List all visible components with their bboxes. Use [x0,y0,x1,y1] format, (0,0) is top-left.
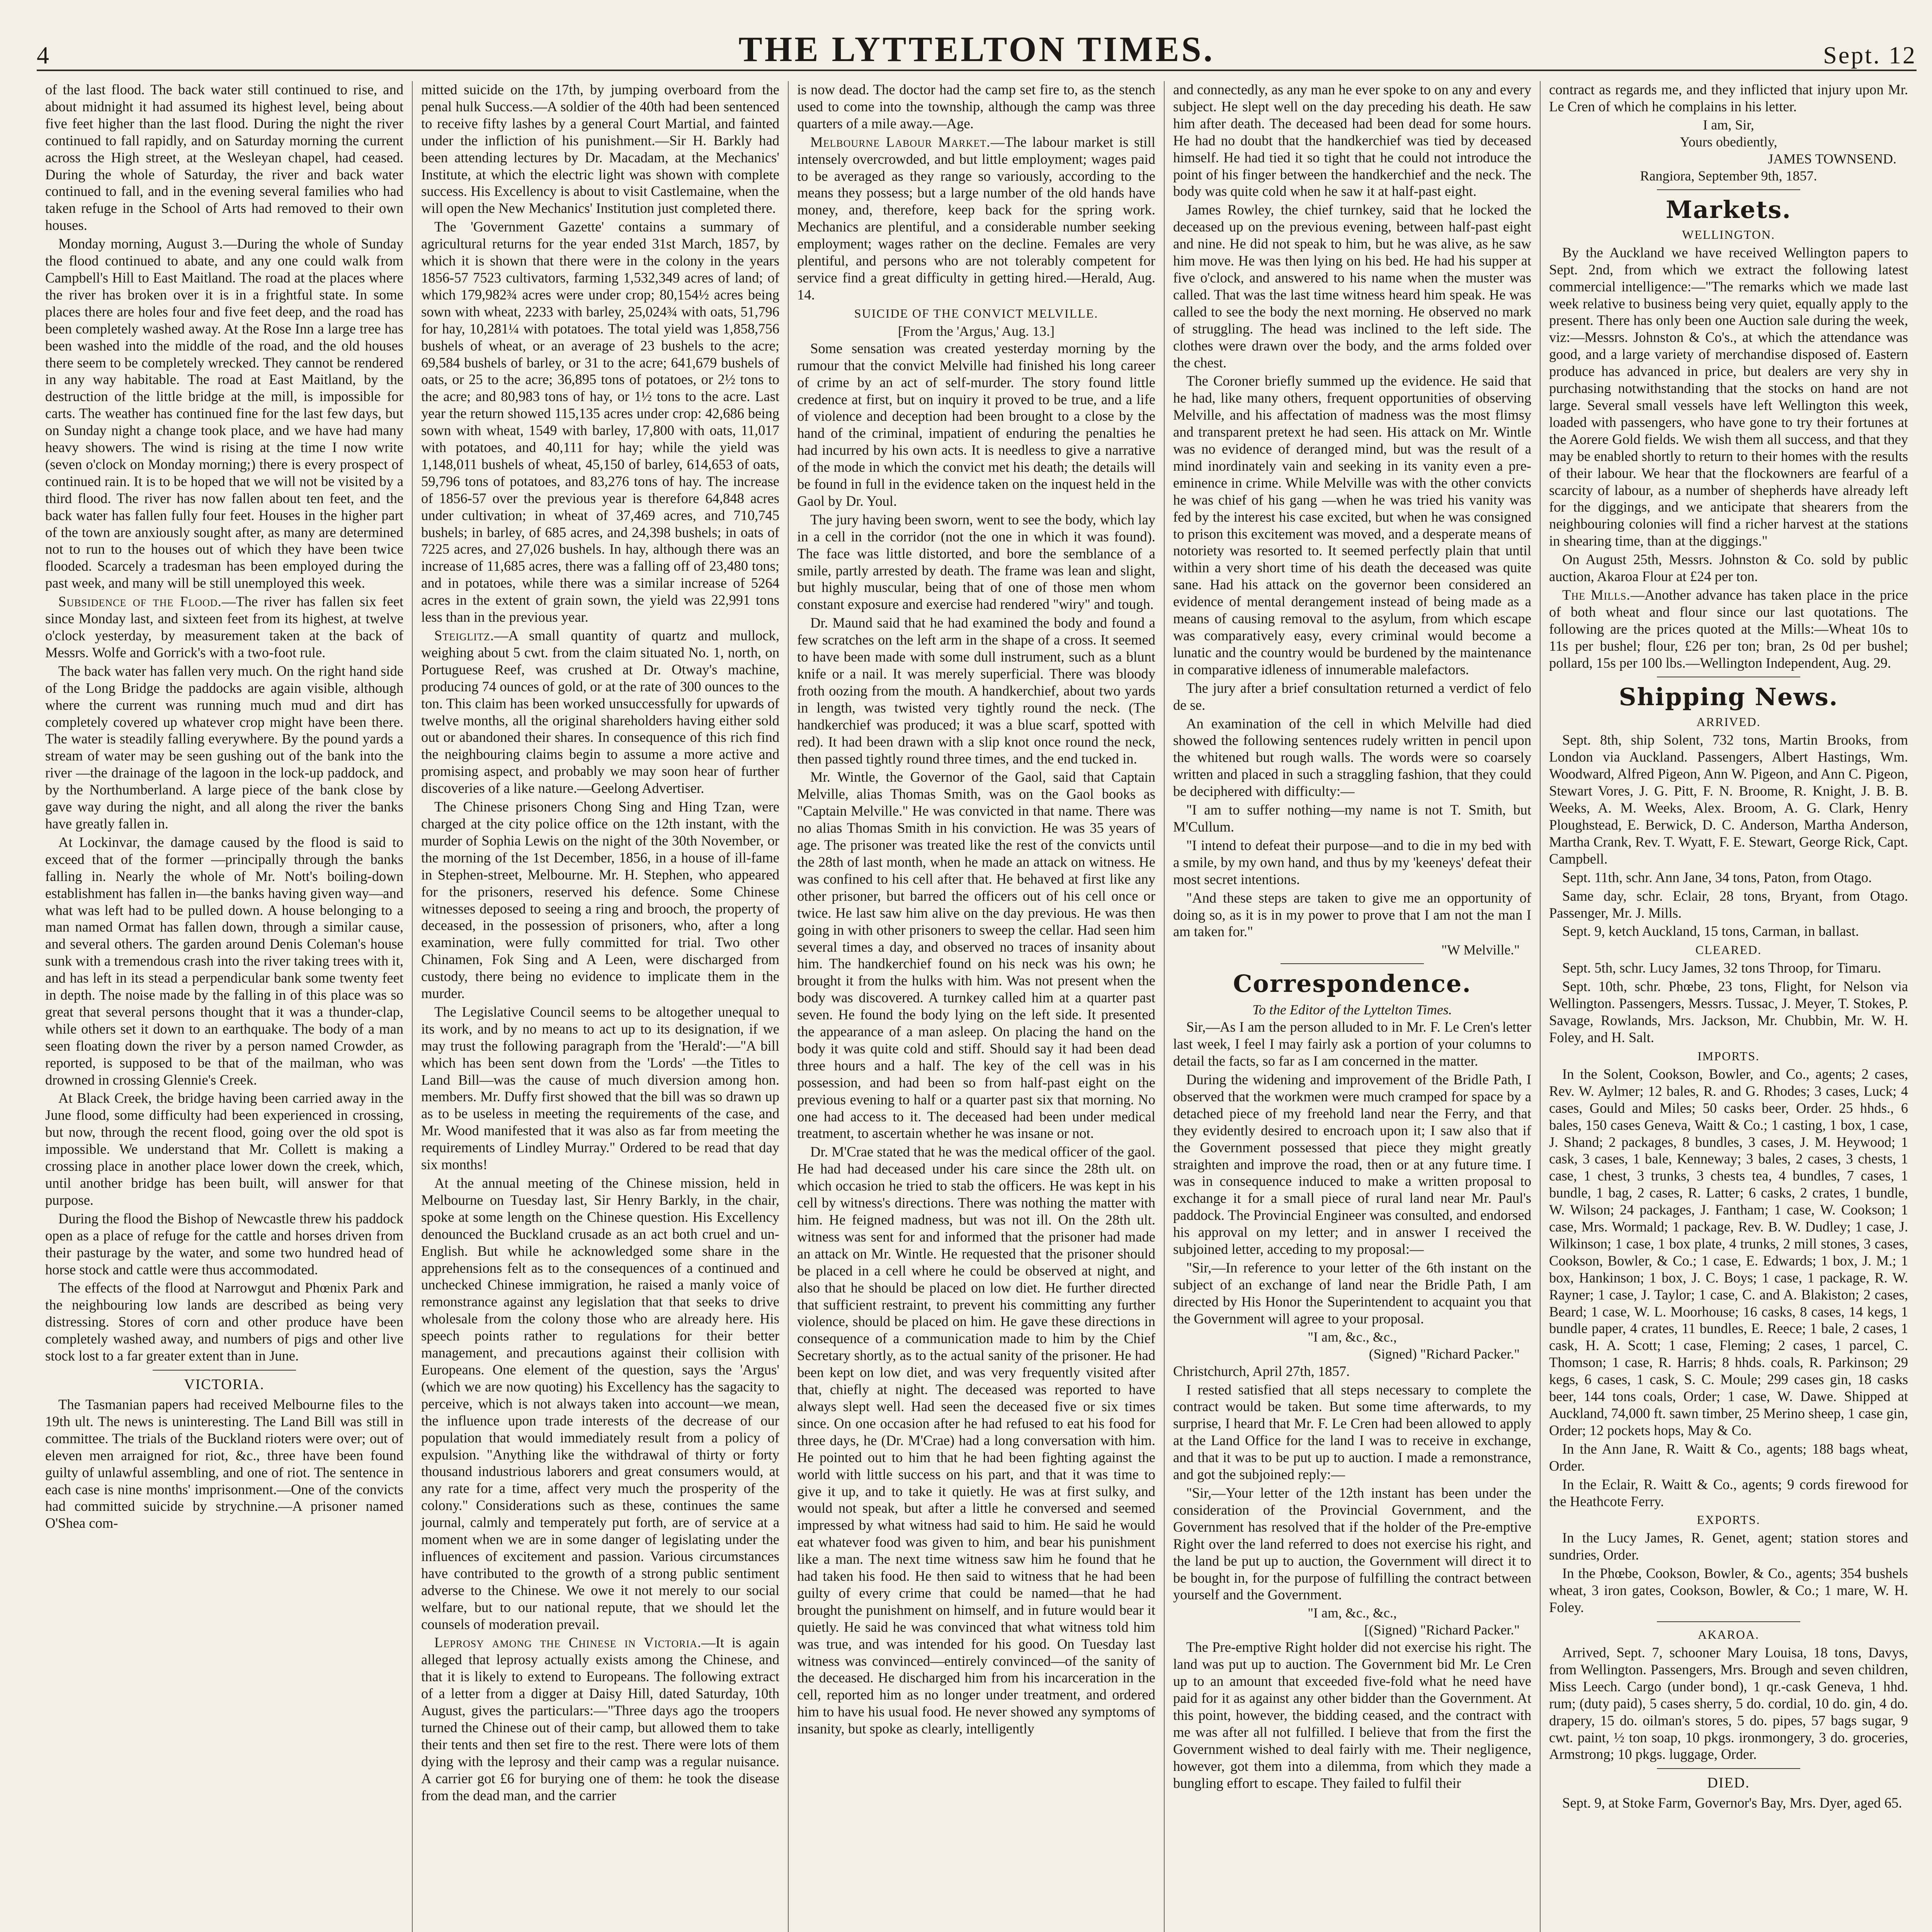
article-paragraph [421,1634,779,1804]
paragraph-heading: Subsidence of the Flood. [58,594,222,610]
article-paragraph: The Tasmanian papers had received Melbourne files to the 19th ult. The news is uninteresting. The Land Bill was still in committee. The trials of the Buckland rioters were over; out of eleven men arraigned for riot, &c., three have been found guilty of unlawful assembling, and one of riot. The sentence in each case is nine months' imprisonment.—One of the convicts had committed suicide by strychnine.—A prisoner named O'Shea com- [45,1396,403,1531]
column-3 [789,81,1165,1932]
paragraph-text: —The river has fallen six feet since Monday last, and sixteen feet from its highest, at twelve o'clock yesterday, by measurement taken at the back of Messrs. Wolfe and Gorrick's with a two-foot rule. [45,594,403,660]
shipping-entry: Arrived, Sept. 7, schooner Mary Louisa, 18 tons, Davys, from Wellington. Passengers, Mrs. Brough and seven children, Miss Leech. Cargo (under bond), 1 qr.-cask Geneva, 1 hhd. rum; (duty paid), 5 cases sherry, 5 do. cordial, 10 do. gin, 4 do. drapery, 15 do. oilman's stores, 5 do. pipes, 57 bags sugar, 9 cwt. paint, ½ ton soap, 10 pkgs. ironmongery, 3 do. groceries, Armstrong; 10 pkgs. luggage, Order. [1549,1644,1908,1762]
article-paragraph: "And these steps are taken to give me an opportunity of doing so, as it is in my power to prove that I am not the man I am taken for." [1173,889,1531,940]
column-4 [1165,81,1541,1932]
article-paragraph: At the annual meeting of the Chinese mission, held in Melbourne on Tuesday last, Sir Henry Barkly, in the chair, spoke at some length on the Chinese question. His Excellency denounced the Buckland crusade as an act both cruel and un-English. But while he acknowledged some share in the apprehensions felt as to the consequences of a continued and unchecked Chinese immigration, he raised a manly voice of remonstrance against any legislation that that seeks to drive wholesale from the colony those who are already here. His speech points rather to regulations for their better management, and precautions against their collision with Europeans. One element of the question, says the 'Argus' (which we are now quoting) his Excellency has the sagacity to perceive, which is not always taken into account—we mean, the influence upon trade interests of the decrease of our population that would immediately result from a policy of expulsion. "Anything like the withdrawal of thirty or forty thousand industrious laborers and great consumers would, at any rate for a time, affect very much the prosperity of the colony." Considerations such as these, continues the same journal, calmly and temperately put forth, are of service at a moment when we are in some danger of legislating under the influences of excitement and passion. Various circumstances have contributed to the growth of a strong public sentiment adverse to the Chinese. We owe it not merely to our social welfare, but to our national repute, that we should let the counsels of moderation prevail. [421,1175,779,1632]
paragraph-heading: Melbourne Labour Market. [810,134,991,150]
subheading-imports: IMPORTS. [1697,1049,1760,1063]
article-paragraph: At Black Creek, the bridge having been carried away in the June flood, some difficulty had been experienced in crossing, but now, through the recent flood, going over the old spot is impossible. We understand that Mr. Collett is making a crossing place in another place lower down the creek, which, until another bridge has been built, will answer for that purpose. [45,1090,403,1208]
article-paragraph: The jury after a brief consultation returned a verdict of felo de se. [1173,680,1531,713]
article-paragraph: An examination of the cell in which Melville had died showed the following sentences rudely written in pencil upon the whitened but rough walls. The words were so coarsely written and placed in such a straggling fashion, that they could be deciphered with difficulty:— [1173,715,1531,799]
article-paragraph: During the widening and improvement of the Bridle Path, I observed that the workmen were much cramped for space by a detached piece of my freehold land near the Ferry, and that they evidently desired to encroach upon it; I saw also that if the Government possessed that piece they might greatly straighten and improve the road, then or at any future time. I was in consequence induced to make a written proposal to exchange it for a small piece of rural land near Mr. Paul's paddock. The Provincial Engineer was consulted, and endorsed his approval on my letter; and in answer I received the subjoined letter, acceding to my proposal:— [1173,1071,1531,1257]
article-paragraph [1549,587,1908,672]
article-paragraph [797,134,1155,303]
letter-close: "I am, &c., &c., [1308,1605,1397,1621]
article-paragraph: "Sir,—In reference to your letter of the 6th instant on the subject of an exchange of land near the Bridle Path, I am directed by His Honor the Superintendent to acquaint you that the Government will agree to your proposal. [1173,1260,1531,1327]
signature: [(Signed) "Richard Packer." [1364,1622,1520,1638]
article-paragraph: "I intend to defeat their purpose—and to die in my bed with a smile, by my own hand, and thus by my 'keeneys' defeat their most secret intentions. [1173,837,1531,887]
shipping-entry: Sept. 8th, ship Solent, 732 tons, Martin Brooks, from London via Auckland. Passengers, Albert Hastings, Wm. Woodward, Alfred Pigeon, Ann W. Pigeon, and Ann C. Pigeon, Stewart Vores, J. G. Pitt, F. N. Broome, R. Knight, J. B. B. Weeks, A. M. Weeks, Alex. Broom, A. G. Clark, Henry Ploughstead, E. Berwick, D. C. Anderson, Martha Anderson, Martha Crank, Rev. T. Wyatt, F. E. Stewart, George Rick, Capt. Campbell. [1549,732,1908,867]
article-paragraph: At Lockinvar, the damage caused by the flood is said to exceed that of the former —principally through the banks falling in. Nearly the whole of Mr. Nott's boiling-down establishment has fallen in—the banks having given way—and what was left had to be pulled down. A house belonging to a man named Ormat has fallen down, through a similar cause, and several others. The garden around Denis Coleman's house sunk with a tremendous crash into the river taking trees with it, and has left in its stead a perpendicular bank some twenty feet in depth. The noise made by the falling in of this place was so great that several persons thought that it was a thunder-clap, while others set it down to an earthquake. The body of a man seen floating down the river by a person named Crowder, as reported, is supposed to be that of the mailman, who was drowned in crossing Glennie's Creek. [45,834,403,1088]
divider [1657,1621,1801,1622]
signature: "W Melville." [1441,942,1520,958]
letter-close: I am, Sir, [1703,117,1754,133]
paragraph-text: —Another advance has taken place in the price of both wheat and flour since our last quotations. The following are the prices quoted at the Mills:—Wheat 10s to 11s per bushel; flour, £26 per ton; bran, 2s 0d per bushel; pollard, 15s per 100 lbs.—Wellington Independent, Aug. 29. [1549,587,1908,671]
article-heading-suicide: SUICIDE OF THE CONVICT MELVILLE. [854,306,1099,320]
article-paragraph: Dr. Maund said that he had examined the body and found a few scratches on the left arm in the shape of a cross. It seemed to have been made with some dull instrument, such as a blunt knife or a nail. It was merely superficial. There was bloody froth oozing from the mouth. A handkerchief, about two yards in length, was twisted very tightly round the neck. (The handkerchief was produced; it was a blue scarf, spotted with red). It had been drawn with a slip knot once round the neck, then passed tightly round three times, and the end tucked in. [797,615,1155,767]
article-paragraph [421,627,779,797]
article-paragraph: On August 25th, Messrs. Johnston & Co. sold by public auction, Akaroa Flour at £24 per ton. [1549,551,1908,585]
signature: JAMES TOWNSEND. [1768,151,1896,167]
letter-close: Yours obediently, [1680,134,1777,150]
shipping-entry: In the Lucy James, R. Genet, agent; station stores and sundries, Order. [1549,1530,1908,1563]
column-1 [37,81,413,1932]
section-heading-victoria: VICTORIA. [184,1376,265,1393]
article-paragraph: I rested satisfied that all steps necessary to complete the contract would be taken. But some time afterwards, to my surprise, I heard that Mr. F. Le Cren had been allowed to apply at the Land Office for the land I was to receive in exchange, and that it was to be put up to auction. I made a remonstrance, and got the subjoined reply:— [1173,1381,1531,1483]
letter-close: "I am, &c., &c., [1308,1329,1397,1345]
article-paragraph: Dr. M'Crae stated that he was the medical officer of the gaol. He had had deceased under his care since the 28th ult. on which occasion he tried to stab the officers. He was kept in his cell by witness's directions. There was nothing the matter with him. He feigned madness, but was not ill. On the 28th ult. witness was sent for and informed that the prisoner had made an attack on Mr. Wintle. He requested that the prisoner should be placed in a cell where he could be observed at night, and also that he should be placed on low diet. He further directed that sufficient restraint, to prevent his committing any further violence, should be placed on him. He gave these directions in consequence of a communication made to him by the Chief Secretary shortly, as to the actual sanity of the prisoner. He had been kept on low diet, and was very frequently visited after that, chiefly at night. The deceased was reported to have always slept well. Had seen the deceased five or six times since. On one occasion after he had refused to eat his food for three days, he (Dr. M'Crae) had a long conversation with him. He pointed out to him that he had been fighting against the world with little success on his part, and that it was time to give it up, and to take it quietly. He was at first sulky, and would not speak, but after a little he conversed and seemed impressed by what witness had said to him. He said he would eat whatever food was given to him, and bear his punishment like a man. The next time witness saw him he found that he had taken his food. He then said to witness that he had been guilty of every crime that could be named—that he had brought the punishment on himself, and in future would bear it quietly. He said he was convinced that what witness told him was true, and was intended for his good. On Tuesday last witness was convinced—entirely convinced—of the sanity of the deceased. He discharged him from his incarceration in the cell, reported him as no longer under treatment, and ordered him to have his usual food. He never showed any symptoms of insanity, but spoke as clearly, intelligently [797,1144,1155,1737]
paragraph-heading: Steiglitz. [434,628,494,643]
article-paragraph: Mr. Wintle, the Governor of the Gaol, said that Captain Melville, alias Thomas Smith, was on the Gaol books as "Captain Melville." He was convicted in that name. There was no alias Thomas Smith in his conviction. He was 35 years of age. The prisoner was treated like the rest of the convicts until the 28th of last month, when he made an attack on witness. He was confined to his cell after that. He behaved at first like any other prisoner, but barred the officers out of his cell once or twice. He last saw him alive on the day previous. He was then going in with other prisoners to sweep the cellar. Had seen him several times a day, and observed no traces of insanity about him. The handkerchief found on his neck was his own; he brought it from the hulks with him. Was not present when the body was discovered. A turnkey called him at a quarter past seven. He found the body lying on the left side. It presented the appearance of a man asleep. On placing the hand on the body it was quite cold and stiff. Should say it had been dead three hours and a half. The key of the cell was in his possession, and had been so from half-past eight on the previous evening to half or a quarter past six that morning. No one had access to it. The deceased had been under medical treatment, to ascertain whether he was insane or not. [797,769,1155,1141]
column-5 [1541,81,1917,1932]
shipping-entry: In the Eclair, R. Waitt & Co., agents; 9 cords firewood for the Heathcote Ferry. [1549,1476,1908,1509]
divider [1657,1768,1801,1769]
paragraph-text: —It is again alleged that leprosy actually exists among the Chinese, and that it is likely to extend to Europeans. The following extract of a letter from a digger at Daisy Hill, dated Saturday, 10th August, gives the particulars:—"Three days ago the troopers turned the Chinese out of their camp, but allowed them to take their tents and then set fire to the rest. There were lots of them dying with the leprosy and their camp was a regular nuisance. A carrier got £6 for burying one of them: he took the disease from the dead man, and the carrier [421,1634,779,1803]
shipping-entry: In the Phœbe, Cookson, Bowler, & Co., agents; 354 bushels wheat, 3 iron gates, Cookson, Bowler, & Co.; 1 mare, W. H. Foley. [1549,1565,1908,1616]
divider [1657,189,1801,190]
article-paragraph: is now dead. The doctor had the camp set fire to, as the stench used to come into the township, although the camp was three quarters of a mile away.—Age. [797,82,1155,131]
letter-place: Rangiora, September 9th, 1857. [1640,168,1817,184]
subheading-died: DIED. [1707,1775,1750,1791]
shipping-entry: Sept. 10th, schr. Phœbe, 23 tons, Flight, for Nelson via Wellington. Passengers, Messrs. Tussac, J. Meyer, T. Stokes, P. Savage, Rowlands, Mrs. Jackson, Mr. Chubbin, Mr. W. H. Foley, and H. Salt. [1549,978,1908,1045]
article-paragraph: Monday morning, August 3.—During the whole of Sunday the flood continued to abate, and any one could walk from Campbell's Hill to East Maitland. The road at the places where the river has broken over it is in a frightful state. In some places there are holes four and five feet deep, and the road has been completely washed away. At the Rose Inn a large tree has been washed into the middle of the road, and the old houses there seem to be completely wrecked. They cannot be rendered in any way habitable. The road at East Maitland, by the destruction of the little bridge at the mill, is impossible for carts. The weather has continued fine for the last few days, but on Sunday night a change took place, and we have had many heavy showers. The wind is rising at the time I now write (seven o'clock on Monday morning;) there is every prospect of continued rain. It is to be hoped that we will not be visited by a third flood. The river has now fallen about ten feet, and the back water has fallen fully four feet. Houses in the higher part of the town are anxiously sought after, as many are determined not to run to the houses out of which they have been twice flooded. Scarcely a tradesman has been employed during the past week, and many will be still unemployed this week. [45,236,403,591]
column-2 [413,81,789,1932]
shipping-entry: Sept. 11th, schr. Ann Jane, 34 tons, Paton, from Otago. [1562,869,1872,885]
paragraph-heading: Leprosy among the Chinese in Victoria. [434,1634,702,1651]
paragraph-heading: The Mills. [1562,587,1631,603]
shipping-entry: In the Ann Jane, R. Waitt & Co., agents; 188 bags wheat, Order. [1549,1440,1908,1474]
article-paragraph: By the Auckland we have received Wellington papers to Sept. 2nd, from which we extract the following latest commercial intelligence:—"The remarks which we made last week relative to business being very quiet, equally apply to the present. There has only been one Auction sale during the week, viz:—Messrs. Johnston & Co's., at which the attendance was good, and a large variety of merchandise disposed of. Eastern produce has advanced in price, but dealers are very shy in purchasing notwithstanding that the stocks on hand are not large. Several small vessels have left Wellington this week, loaded with passengers, who have gone to try their fortunes at the Aorere Gold fields. We wish them all success, and that they may be enabled shortly to return to their homes with the results of their labour. We hear that the flockowners are fearful of a scarcity of labour, as a number of shepherds have already left for the diggings, and we anticipate that shearers from the neighbouring colonies will find a richer harvest at the stations in shearing time, than at the diggings." [1549,244,1908,549]
letter-address: To the Editor of the Lyttelton Times. [1252,1002,1452,1018]
subheading-akaroa: AKAROA. [1698,1627,1759,1641]
article-paragraph: The Chinese prisoners Chong Sing and Hing Tzan, were charged at the city police office on the 12th instant, with the murder of Sophia Lewis on the night of the 30th November, or the morning of the 1st December, 1856, in a house of ill-fame in Stephen-street, Melbourne. Mr. H. Stephen, who appeared for the prisoners, reserved his defence. Some Chinese witnesses deposed to seeing a ring and brooch, the property of deceased, in the possession of prisoners, who, after a long examination, were fully committed for trial. Two other Chinamen, Fok Sing and A Leen, were discharged from custody, there being no evidence to implicate them in the murder. [421,799,779,1002]
section-heading-markets: Markets. [1665,195,1791,224]
article-paragraph: "I am to suffer nothing—my name is not T. Smith, but M'Cullum. [1173,802,1531,835]
death-notice: Sept. 9, at Stoke Farm, Governor's Bay, Mrs. Dyer, aged 65. [1562,1795,1902,1811]
article-paragraph: and connectedly, as any man he ever spoke to on any and every subject. He slept well on the day preceding his death. He saw him after death. The deceased had been dead for some hours. He had no doubt that the handkerchief was tied by deceased himself. He had tied it so tight that he could not introduce the point of his finger between the handkerchief and the neck. The body was quite cold when he saw it at half-past eight. [1173,82,1531,199]
article-paragraph: "Sir,—Your letter of the 12th instant has been under the consideration of the Provincial Government, and the Government has resolved that if the holder of the Pre-emptive Right over the land referred to does not exercise his right, and the land be put up to auction, the Government will direct it to be bought in, for the purpose of fulfilling the contract between yourself and the Government. [1173,1485,1531,1603]
article-paragraph: Some sensation was created yesterday morning by the rumour that the convict Melville had finished his long career of crime by an act of self-murder. The story found little credence at first, but on inquiry it proved to be true, and a life of violence and deception had been brought to a close by the hand of the criminal, impatient of enduring the penalties he had incurred by his own acts. It is needless to give a narrative of the mode in which the convict met his death; the details will be found in full in the evidence taken on the inquest held in the Gaol by Dr. Youl. [797,340,1155,509]
article-paragraph [45,593,403,661]
newspaper-title: THE LYTTELTON TIMES. [738,29,1215,69]
letter-place: Christchurch, April 27th, 1857. [1173,1363,1350,1379]
article-paragraph: James Rowley, the chief turnkey, said that he locked the deceased up on the previous evening, between half-past eight and nine. He did not speak to him, but he was alive, as he saw him move. He was then lying on his bed. He had his supper at five o'clock, and answered to his name when the muster was called. That was the last time witness heard him speak. He was called to see the body the next morning. He observed no mark of struggling. The head was inclined to the left side. The clothes were drawn over the body, and the arms folded over the chest. [1173,202,1531,371]
columns [37,81,1917,1932]
article-paragraph: contract as regards me, and they inflicted that injury upon Mr. Le Cren of which he complains in his letter. [1549,82,1908,114]
article-paragraph: The Pre-emptive Right holder did not exercise his right. The land was put up to auction. The Government bid Mr. Le Cren up to an amount that exceeded five-fold what he need have paid for it as against any other bidder than the Government. At this point, however, the bidding ceased, and the contract with me was after all not fulfilled. I believe that from the first the Government wished to deal fairly with me. Their negligence, however, got them into a dilemma, from which they made a bungling effort to escape. They failed to fulfil their [1173,1639,1531,1791]
shipping-entry: Sept. 5th, schr. Lucy James, 32 tons Throop, for Timaru. [1562,960,1881,976]
divider [153,1370,296,1371]
subheading-wellington: WELLINGTON. [1682,227,1775,242]
paragraph-text: —A small quantity of quartz and mullock, weighing about 5 cwt. from the claim situated No. 1, north, on Portuguese Reef, was crushed at Dr. Otway's machine, producing 74 ounces of gold, or at the rate of 300 ounces to the ton. This claim has been worked unsuccessfully for upwards of twelve months, all the original shareholders having either sold out or abandoned their shares. In consequence of this rich find the neighbouring claims begin to assume a more active and promising aspect, and probably we may soon hear of further discoveries of a like nature.—Geelong Advertiser. [421,628,779,796]
article-paragraph: Sir,—As I am the person alluded to in Mr. F. Le Cren's letter last week, I feel I may fairly ask a portion of your columns to detail the facts, so far as I am concerned in the matter. [1173,1019,1531,1069]
issue-date: Sept. 12 [1823,41,1917,69]
divider [1281,963,1424,964]
article-source: [From the 'Argus,' Aug. 13.] [898,323,1055,339]
masthead [37,27,1917,71]
article-paragraph: The Coroner briefly summed up the evidence. He said that he had, like many others, frequent opportunities of observing Melville, and his affectation of madness was the most flimsy and transparent pretext he had seen. His attack on Mr. Wintle was no evidence of deranged mind, but was the result of a mind inordinately vain and seeking in its vanity even a pre-eminence in crime. While Melville was with the other convicts he was chief of his gang —when he was tried his vanity was fed by the interest his case excited, but when he was consigned to prison this excitement was moved, and a desperate means of notoriety was resorted to. It seemed perfectly plain that until within a very short time of his death the deceased was quite sane. Had his attack on the governor been considered an evidence of mental derangement instead of being made as a means of causing removal to the asylum, from which escape was comparatively easy, every criminal would become a lunatic and the country would be burdened by the maintenance in comparative idleness of innumerable malefactors. [1173,373,1531,677]
article-paragraph: of the last flood. The back water still continued to rise, and about midnight it had assumed its highest level, being about five feet higher than the last flood. During the night the river continued to fall rapidly, and on Saturday morning the current across the High street, at the Wesleyan chapel, had ceased. During the whole of Saturday, the river and back water continued to fall, and in the evening several families who had taken refuge in the School of Arts had removed to their own houses. [45,82,403,233]
shipping-entry: In the Solent, Cookson, Bowler, and Co., agents; 2 cases, Rev. W. Aylmer; 12 bales, R. and G. Rhodes; 3 cases, Luck; 4 cases, Gould and Miles; 50 casks beer, Order. 25 hhds., 6 bales, 150 cases Geneva, Waitt & Co.; 1 casting, 1 box, 1 case, J. Shand; 2 packages, 8 bundles, 3 cases, J. M. Heywood; 1 cask, 3 cases, 1 bale, Kenneway; 3 bales, 2 cases, 3 chests, 1 case, 1 chest, 3 trunks, 3 chests tea, 4 bundles, 7 cases, 1 bundle, 1 bag, 2 cases, R. Latter; 6 casks, 2 crates, 1 bundle, W. Wilson; 24 packages, J. Fantham; 1 case, W. Cookson; 1 case, Mrs. Wormald; 1 package, Rev. B. W. Dudley; 1 case, J. Wilkinson; 1 case, 1 box plate, 4 trunks, 2 mill stones, 3 cases, Cookson, Bowler, & Co.; 1 case, E. Edwards; 1 box, J. M.; 1 box, Hankinson; 1 box, J. C. Boys; 1 case, 1 package, R. W. Rayner; 1 case, J. Taylor; 1 case, C. and A. Blakiston; 2 cases, Beard; 1 case, W. L. Moorhouse; 16 casks, 8 cases, 14 kegs, 1 bundle paper, 4 crates, 11 bundles, E. Reece; 1 bale, 2 cases, 1 cask, H. A. Scott; 1 case, Fleming; 2 cases, 1 parcel, C. Thomson; 1 case, R. Harris; 8 hhds. coals, R. Parkinson; 29 kegs, 6 cases, 1 cask, S. C. Moule; 299 cases gin, 18 casks beer, 144 tons coals, Order; 1 case, W. Dawe. Shipped at Auckland, 74,000 ft. sawn timber, 25 Merino sheep, 1 case gin, Order; 12 pockets hops, May & Co. [1549,1066,1908,1438]
article-paragraph: During the flood the Bishop of Newcastle threw his paddock open as a place of refuge for the cattle and horses driven from their pasturage by the water, and some two hundred head of horse stock and cattle were thus accommodated. [45,1210,403,1277]
section-heading-correspondence: Correspondence. [1233,969,1471,998]
article-paragraph: The jury having been sworn, went to see the body, which lay in a cell in the corridor (not the one in which it was found). The face was little distorted, and bore the semblance of a smile, partly arrested by death. The frame was lean and slight, but highly muscular, being that of one of those men whom constant exposure and exercise had rendered "wiry" and tough. [797,511,1155,612]
section-heading-shipping: Shipping News. [1619,683,1838,711]
paragraph-text: —The labour market is still intensely overcrowded, and but little employment; wages paid to be averaged as they range so variously, according to the means they possess; but a large number of the old hands have money, and, therefore, keep back for the spring work. Mechanics are plentiful, and a considerable number seeking employment; wages rather on the decline. Females are very plentiful, and persons who are not tolerably competent for service find a great difficulty in getting hired.—Herald, Aug. 14. [797,134,1156,303]
article-paragraph: The back water has fallen very much. On the right hand side of the Long Bridge the paddocks are again visible, although where the current was running much mud and dirt has completely covered up whatever crop might have been there. The water is steadily falling everywhere. By the pound yards a stream of water may be seen gushing out of the bank into the river —the drainage of the lagoon in the lock-up paddock, and by the Northumberland. A large piece of the bank close by gave way during the night, and all along the river the banks have greatly fallen in. [45,663,403,832]
subheading-arrived: ARRIVED. [1696,715,1761,729]
shipping-entry: Sept. 9, ketch Auckland, 15 tons, Carman, in ballast. [1562,923,1859,939]
article-paragraph: The 'Government Gazette' contains a summary of agricultural returns for the year ended 31st March, 1857, by which it is shown that there were in the colony in the years 1856-57 7523 cultivators, farming 1,532,349 acres of land; of which 179,982¾ acres were under crop; 80,154½ acres being sown with wheat, 2233 with barley, 25,024¾ with oats, 51,796 for hay, 10,281¼ with potatoes. The total yield was 1,858,756 bushels of wheat, or an average of 23 bushels to the acre; 69,584 bushels of barley, or 31 to the acre; 641,679 bushels of oats, or 25 to the acre; 36,895 tons of potatoes, or 2½ tons to the acre; and 80,983 tons of hay, or 1½ tons to the acre. Last year the return showed 115,135 acres under crop: 42,686 being sown with wheat, 1549 with barley, 17,800 with oats, 11,017 with potatoes, and 40,111 for hay; while the yield was 1,148,011 bushels of wheat, 45,150 of barley, 614,653 of oats, 59,796 tons of potatoes, and 83,276 tons of hay. The increase of 1856-57 over the previous year is therefore 64,848 acres under cultivation; in wheat of 37,469 acres, and 710,745 bushels; in barley, of 685 acres, and 24,398 bushels; in oats of 7225 acres, and 27,026 bushels. In hay, although there was an increase of 11,685 acres, there was a falling off of 23,480 tons; and in potatoes, while there was a similar increase of 5264 acres in the extent of grain sown, the yield was 22,991 tons less than in the previous year. [421,219,779,625]
article-paragraph: mitted suicide on the 17th, by jumping overboard from the penal hulk Success.—A soldier of the 40th had been sentenced to receive fifty lashes by a general Court Martial, and fainted under the infliction of his punishment.—Sir H. Barkly had been attending lectures by Dr. Macadam, at the Mechanics' Institute, at which the electric light was shown with complete success. His Excellency is about to visit Castlemaine, when the will open the New Mechanics' Institution just completed there. [421,82,779,216]
subheading-exports: EXPORTS. [1697,1513,1760,1527]
shipping-entry: Same day, schr. Eclair, 28 tons, Bryant, from Otago. Passenger, Mr. J. Mills. [1549,888,1908,921]
subheading-cleared: CLEARED. [1695,943,1762,957]
page-number: 4 [37,41,49,69]
signature: (Signed) "Richard Packer." [1369,1346,1520,1362]
article-paragraph: The effects of the flood at Narrowgut and Phœnix Park and the neighbouring low lands are described as being very distressing. Stores of corn and other produce have been completely washed away, and numbers of pigs and other live stock lost to a far greater extent than in June. [45,1280,403,1364]
article-paragraph: The Legislative Council seems to be altogether unequal to its work, and by no means to act up to its designation, if we may trust the following paragraph from the 'Herald':—"A bill which has been sent down from the 'Lords' —the Titles to Land Bill—was the cause of much diversion among hon. members. Mr. Duffy first showed that the bill was so drawn up as to be useless in meeting the requirements of the case, and Mr. Wood manifested that it was also as far from meeting the requirements of Lindley Murray." Ordered to be read that day six months! [421,1003,779,1173]
